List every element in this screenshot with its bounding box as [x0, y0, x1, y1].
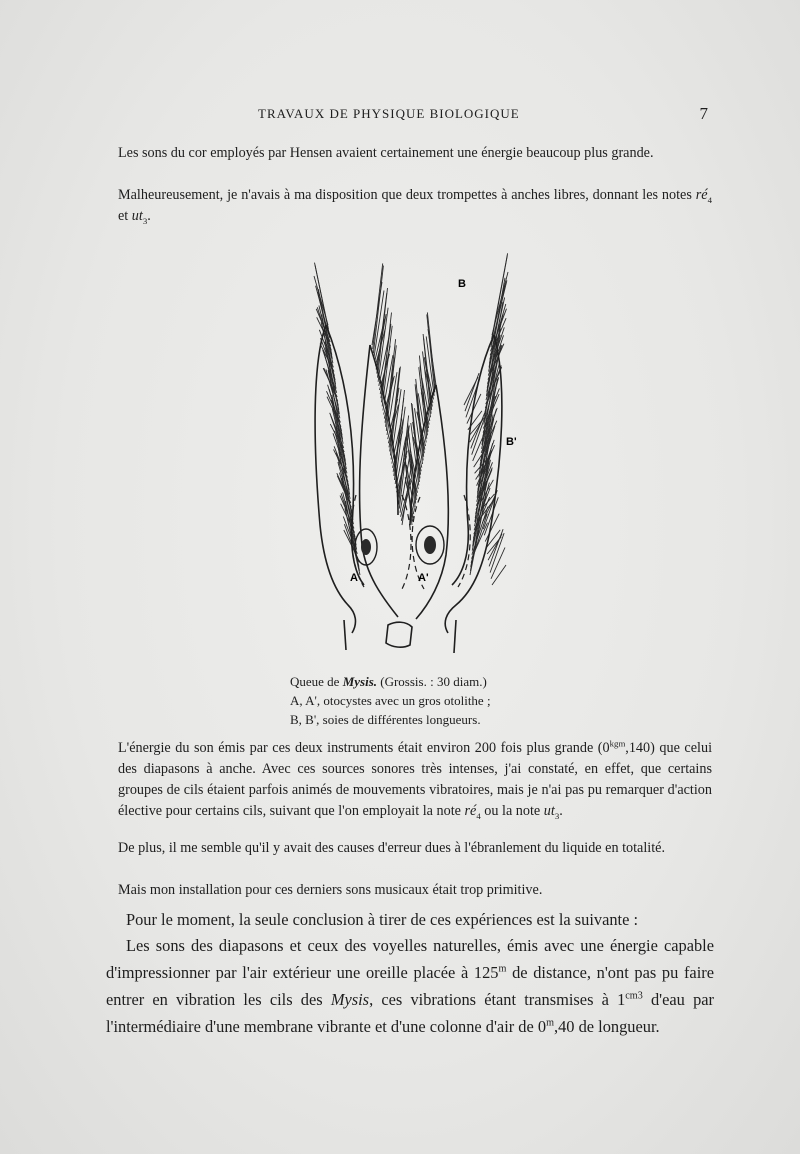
- paragraph-erreur-text: De plus, il me semble qu'il y avait des causes d'erreur dues à l'ébranlement du liquide en totalité.: [118, 840, 666, 856]
- mysis-tail-drawing: [286, 225, 536, 665]
- paragraph-installation: [118, 880, 712, 901]
- paragraph-conclusion-end: ,40 de longueur.: [553, 1017, 660, 1036]
- paragraph-trompettes-text: Malheureusement, je n'avais à ma disposition que deux trompettes à anches libres, donnant les notes: [118, 187, 696, 203]
- otocyst-A: [355, 529, 377, 565]
- note-ut-2-index: 3: [554, 810, 560, 821]
- paragraph-conclusion-text-4: d'eau par l'intermédiaire d'une membrane vibrante et d'une colonne d'air de 0: [106, 990, 714, 1036]
- paragraph-erreur: [118, 838, 712, 859]
- note-re-2: ré: [464, 803, 477, 819]
- unit-metre-2: m: [546, 1017, 554, 1029]
- paragraph-energie: [118, 738, 712, 822]
- note-re-2-index: 4: [476, 810, 481, 821]
- caption-legend-B: B, B', soies de différentes longueurs.: [290, 712, 481, 727]
- unit-cm3: cm3: [625, 990, 643, 1002]
- paragraph-hensen-text: Les sons du cor employés par Hensen avaient certainement une énergie beaucoup plus grande.: [118, 145, 654, 161]
- paragraph-trompettes-end: .: [147, 208, 151, 224]
- unit-kgm: kgm: [609, 738, 626, 749]
- paragraph-energie-text: L'énergie du son émis par ces deux instruments était environ 200 fois plus grande (0: [118, 740, 610, 756]
- label-A: A: [350, 572, 358, 584]
- label-A-prime: A': [418, 572, 429, 584]
- paragraph-conclusion-text-3: , ces vibrations étant transmises à 1: [369, 990, 626, 1009]
- paragraph-conclusion-text-2: de distance, n'ont pas pu faire entrer en vibration les cils des: [106, 963, 714, 1009]
- caption-species: Mysis.: [342, 674, 378, 689]
- species-mysis: Mysis: [330, 990, 370, 1009]
- paragraph-conclusion-intro-text: Pour le moment, la seule conclusion à tirer de ces expériences est la suivante :: [126, 910, 639, 929]
- note-ut: ut: [131, 208, 143, 224]
- label-B-prime: B': [506, 436, 517, 448]
- running-header: [108, 106, 712, 126]
- paragraph-conclusion: [106, 932, 714, 1040]
- paragraph-energie-end: .: [559, 803, 563, 819]
- caption-title: [290, 672, 710, 691]
- paragraph-energie-text-2: ,140) que celui des diapasons à anche. Avec ces sources sonores très intenses, j'ai constaté, en effet, que certains groupes de cils étaient parfois animés de mouvements vibratoires, mais je n'ai pas pu remarquer d'action élective pour certains cils, suivant que l'on employait la note: [118, 740, 713, 819]
- figure-caption: [290, 672, 710, 729]
- note-re-index: 4: [707, 194, 712, 205]
- paragraph-energie-text-3: ou la note: [480, 803, 544, 819]
- note-re: ré: [695, 187, 708, 203]
- otocyst-A-prime: [416, 526, 444, 564]
- page-number: 7: [699, 104, 708, 123]
- paragraph-installation-text: Mais mon installation pour ces derniers sons musicaux était trop primitive.: [118, 882, 543, 898]
- running-title: TRAVAUX DE PHYSIQUE BIOLOGIQUE: [258, 106, 520, 121]
- caption-legend-A: A, A', otocystes avec un gros otolithe ;: [290, 693, 491, 708]
- label-B: B: [458, 278, 466, 290]
- paragraph-conclusion-intro: [106, 906, 714, 933]
- caption-magnification: (Grossis. : 30 diam.): [377, 674, 487, 689]
- paragraph-trompettes: [118, 185, 712, 227]
- note-ut-2: ut: [543, 803, 555, 819]
- paragraph-conclusion-text: Les sons des diapasons et ceux des voyelles naturelles, émis avec une énergie capable d'impressionner par l'air extérieur une oreille placée à 125: [106, 936, 714, 982]
- caption-title-text: Queue de: [290, 674, 343, 689]
- unit-metre: m: [498, 963, 507, 975]
- note-ut-index: 3: [142, 215, 148, 226]
- paragraph-hensen: [118, 143, 712, 164]
- paragraph-trompettes-and: et: [118, 208, 132, 224]
- mysis-tail-figure: [286, 225, 536, 665]
